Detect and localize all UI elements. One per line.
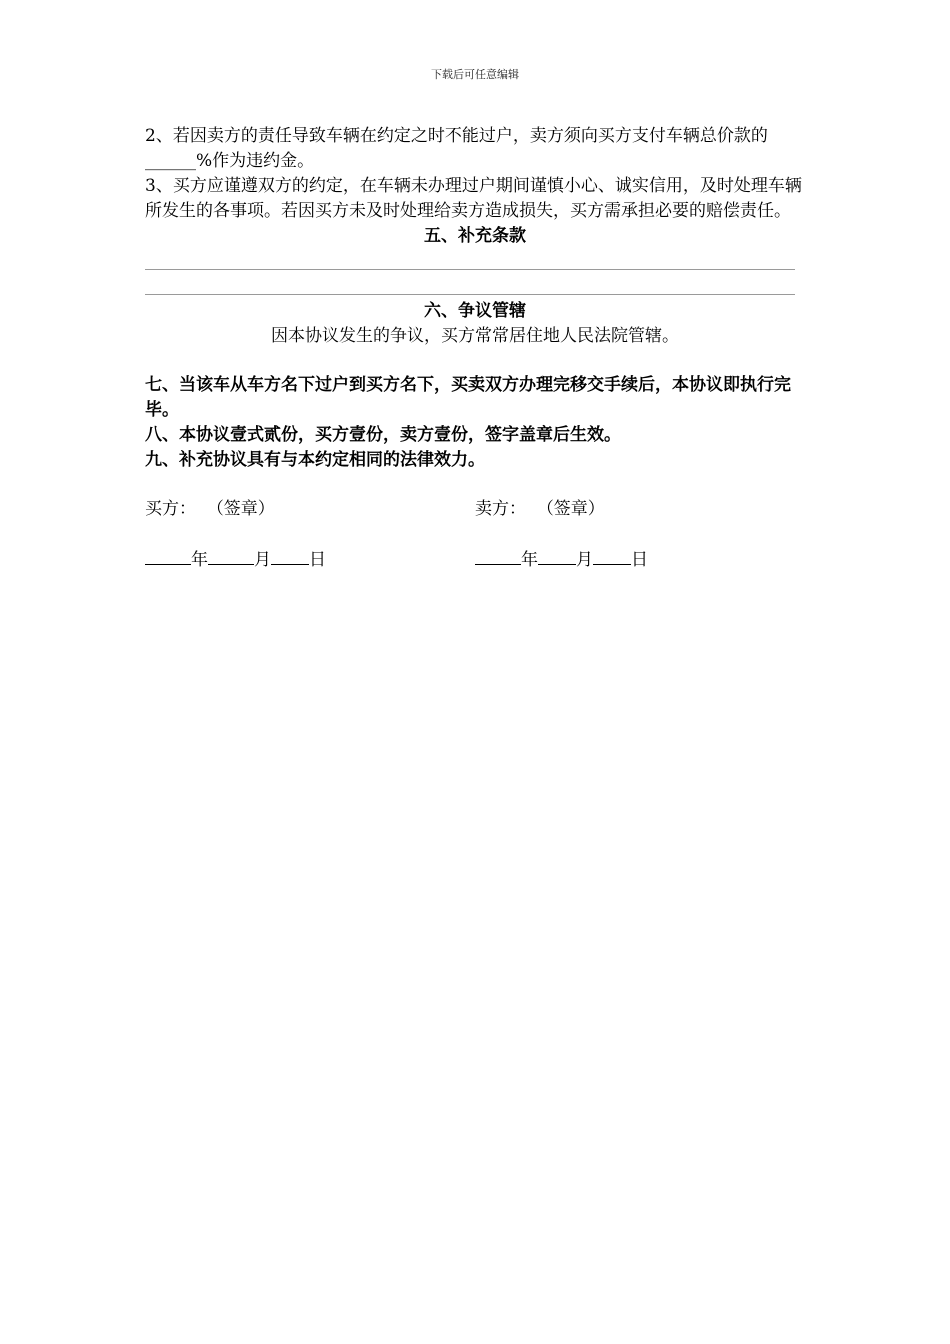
page-header: 下载后可任意编辑 bbox=[431, 68, 519, 81]
buyer-stamp: （签章） bbox=[206, 499, 275, 519]
buyer-date bbox=[145, 546, 475, 573]
seller-label: 卖方： bbox=[475, 499, 526, 519]
buyer-year-blank bbox=[145, 546, 191, 565]
buyer-signature bbox=[145, 497, 475, 522]
clause-2-blank: ______ bbox=[145, 151, 196, 171]
buyer-day-blank bbox=[271, 546, 309, 565]
signature-row bbox=[145, 497, 805, 522]
section-5-title: 五、补充条款 bbox=[424, 226, 526, 246]
seller-stamp: （签章） bbox=[536, 499, 605, 519]
clause-2 bbox=[145, 124, 805, 174]
buyer-month-blank bbox=[208, 546, 254, 565]
buyer-month-label: 月 bbox=[254, 550, 271, 570]
section-7-text: 七、当该车从车方名下过户到买方名下，买卖双方办理完移交手续后，本协议即执行完毕。 bbox=[145, 375, 791, 420]
buyer-year-label: 年 bbox=[191, 550, 208, 570]
seller-year-blank bbox=[475, 546, 521, 565]
seller-day-blank bbox=[593, 546, 631, 565]
clause-2-text-start: 2、若因卖方的责任导致车辆在约定之时不能过户，卖方须向买方支付车辆总价款的 bbox=[145, 126, 768, 146]
supplement-blank-line-2 bbox=[145, 274, 795, 295]
supplement-blank-line-1 bbox=[145, 249, 795, 270]
section-6-text: 因本协议发生的争议，买方常常居住地人民法院管辖。 bbox=[271, 326, 679, 346]
clause-3: 3、买方应谨遵双方的约定，在车辆未办理过户期间谨慎小心、诚实信用，及时处理车辆所发生的各事项。若因买方未及时处理给卖方造成损失，买方需承担必要的赔偿责任。 bbox=[145, 176, 802, 221]
spacer bbox=[145, 349, 805, 373]
section-8-text: 八、本协议壹式贰份，买方壹份，卖方壹份，签字盖章后生效。 bbox=[145, 425, 621, 445]
seller-day-label: 日 bbox=[631, 550, 648, 570]
seller-month-blank bbox=[538, 546, 576, 565]
section-9-text: 九、补充协议具有与本约定相同的法律效力。 bbox=[145, 450, 485, 470]
seller-date bbox=[475, 546, 805, 573]
clause-2-text-end: %作为违约金。 bbox=[196, 151, 315, 171]
seller-year-label: 年 bbox=[521, 550, 538, 570]
seller-month-label: 月 bbox=[576, 550, 593, 570]
buyer-day-label: 日 bbox=[309, 550, 326, 570]
seller-signature bbox=[475, 497, 805, 522]
date-row bbox=[145, 546, 805, 573]
section-6-title: 六、争议管辖 bbox=[424, 301, 526, 321]
buyer-label: 买方： bbox=[145, 499, 196, 519]
document-body bbox=[145, 124, 805, 573]
